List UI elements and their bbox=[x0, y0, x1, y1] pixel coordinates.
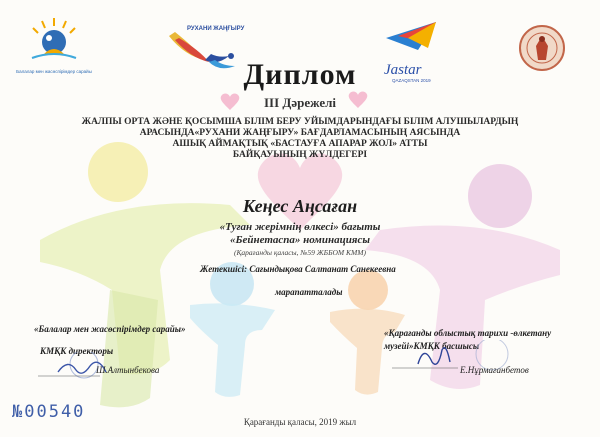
awarded-label: марапатталады bbox=[275, 287, 343, 297]
right-signatory-role: музейі»КМҚК басшысы bbox=[384, 341, 480, 351]
sun-children-icon bbox=[14, 14, 94, 64]
organizer-line-4: БАЙҚАУЫНЫҢ ЖҮЛДЕГЕРІ bbox=[232, 150, 368, 160]
left-signatory-role: КМҚК директоры bbox=[40, 346, 114, 356]
school-line: (Қарағанды қаласы, №59 ЖББОМ КММ) bbox=[233, 248, 367, 257]
right-signatory-name: Е.Нұрмағанбетов bbox=[460, 365, 529, 375]
city-year-label: Қарағанды қаласы, 2019 жыл bbox=[243, 417, 357, 427]
degree-label: III Дәрежелі bbox=[263, 95, 337, 110]
supervisor-line: Жетекшісі: Сағындықова Салтанат Санекеевна bbox=[200, 264, 396, 274]
nomination-line: «Бейнетаспа» номинациясы bbox=[229, 234, 370, 246]
left-signatory-org: «Балалар мен жасөспірімдер сарайы» bbox=[34, 324, 186, 334]
organizer-line-3: АШЫҚ АЙМАҚТЫҚ «БАСТАУҒА АПАРАР ЖОЛ» АТТЫ bbox=[172, 139, 428, 149]
diploma-title: Диплом bbox=[243, 58, 357, 91]
direction-line: «Туған жерімнің өлкесі» бағыты bbox=[219, 221, 381, 233]
organizer-line-2: АРАСЫНДА«РУХАНИ ЖАҢҒЫРУ» БАҒДАРЛАМАСЫНЫҢ АЯСЫНДА bbox=[139, 128, 461, 138]
right-signatory-org: «Қарағанды облыстық тарихи -өлкетану bbox=[384, 328, 552, 338]
jastar-subtitle: QAZAQSTAN 2019 bbox=[392, 78, 431, 83]
recipient-name: Кеңес Аңсаған bbox=[242, 196, 358, 216]
serial-number: №00540 bbox=[12, 402, 86, 422]
rukhani-zhangyru-text: РУХАНИ ЖАҢҒЫРУ bbox=[187, 26, 245, 32]
organizer-line-1: ЖАЛПЫ ОРТА ЖӘНЕ ҚОСЫМША БІЛІМ БЕРУ УЙЫМДАРЫНДАҒЫ БІЛІМ АЛУШЫЛАРДЫҢ bbox=[81, 117, 519, 127]
palace-logo-caption: Балалар мен жасөспірімдер сарайы bbox=[16, 69, 92, 74]
jastar-wordmark: Jastar bbox=[384, 62, 422, 78]
left-signatory-name: Ш.Алтынбекова bbox=[96, 365, 160, 375]
jastar-kite-icon bbox=[378, 18, 448, 58]
